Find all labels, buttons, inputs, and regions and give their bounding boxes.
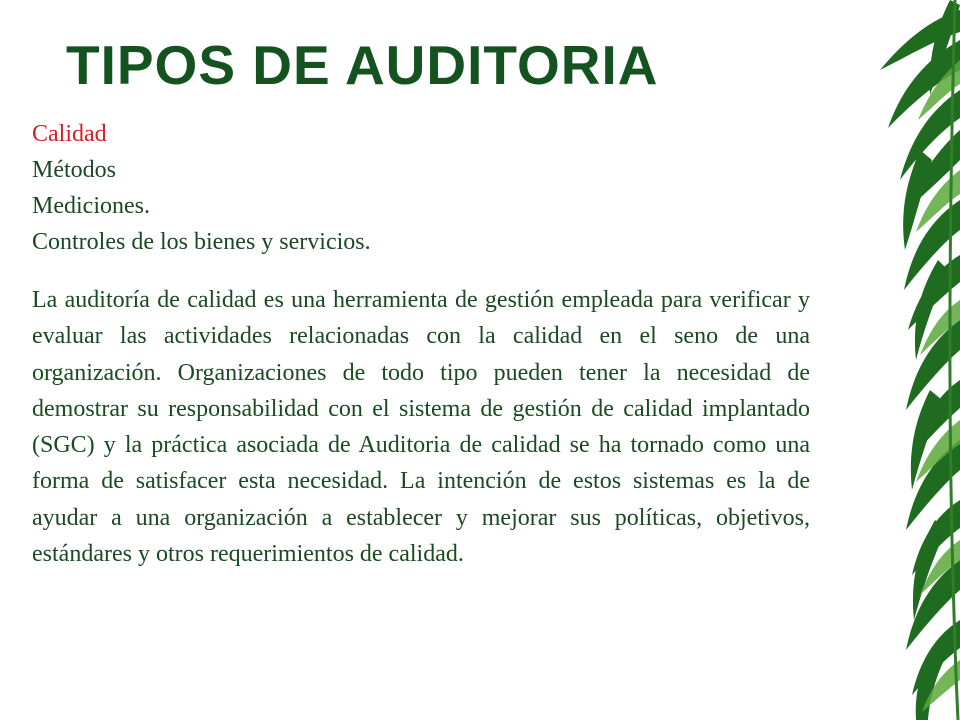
bamboo-leaves-decoration [810,0,960,720]
body-paragraph: La auditoría de calidad es una herramienta de gestión empleada para verificar y evaluar las actividades relacionadas con la calidad en el seno de una organización. Organizaciones de todo tipo pueden tener la necesidad de demostrar su responsabilidad con el sistema de gestión de calidad implantado (SGC) y la práctica asociada de Auditoria de calidad se ha tornado como una forma de satisfacer esta necesidad. La intención de estos sistemas es la de ayudar a una organización a establecer y mejorar sus políticas, objetivos, estándares y otros requerimientos de calidad. [32,287,810,568]
topic-item-metodos: Métodos [32,157,116,183]
topic-item-mediciones: Mediciones. [32,193,150,219]
slide-title: TIPOS DE AUDITORIA [66,34,659,96]
topic-item-calidad: Calidad [32,121,107,147]
topic-list [32,116,371,260]
topic-item-controles: Controles de los bienes y servicios. [32,229,371,255]
